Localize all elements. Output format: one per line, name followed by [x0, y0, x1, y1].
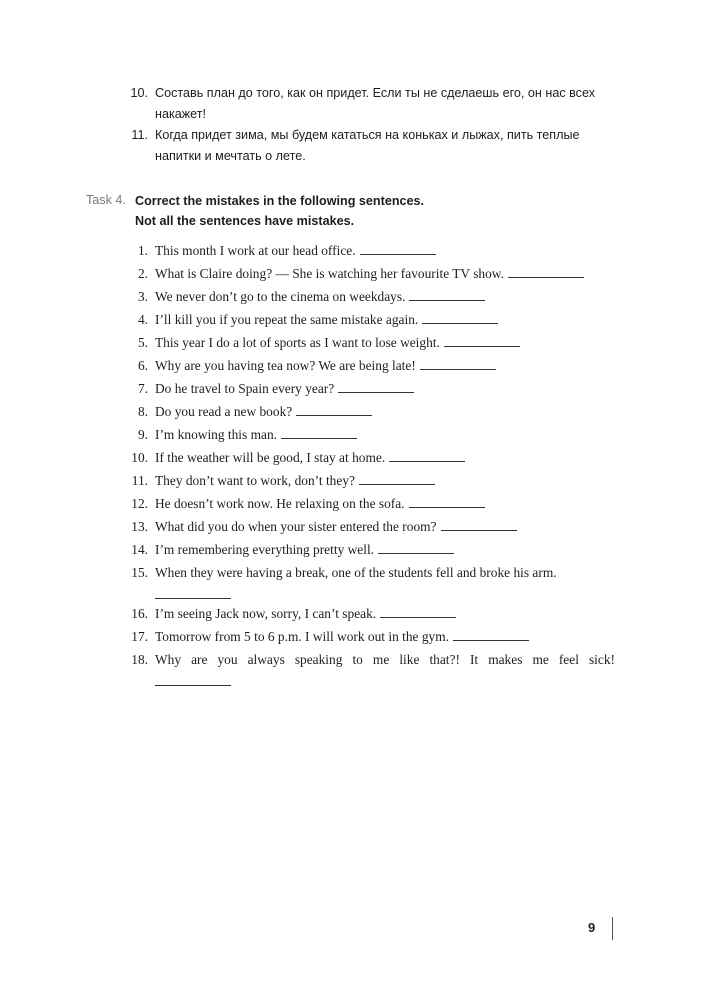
item-number: 11. — [131, 128, 148, 142]
task-title-line: Correct the mistakes in the following sentences. — [135, 194, 425, 208]
sentence-item — [120, 648, 615, 686]
item-text: They don’t want to work, don’t they? — [155, 473, 355, 488]
item-number: 15. — [131, 565, 148, 580]
answer-blank[interactable] — [389, 449, 465, 462]
answer-blank[interactable] — [360, 242, 436, 255]
answer-blank[interactable] — [409, 495, 485, 508]
item-number: 17. — [131, 629, 148, 644]
item-number: 7. — [137, 381, 148, 396]
answer-blank[interactable] — [422, 311, 498, 324]
item-number: 13. — [131, 519, 148, 534]
item-number: 5. — [137, 335, 148, 350]
item-number: 11. — [131, 473, 148, 488]
sentence-item — [120, 308, 615, 331]
sentence-item — [120, 561, 615, 599]
sentence-item — [120, 423, 615, 446]
item-text: We never don’t go to the cinema on weekdays. — [155, 289, 406, 304]
item-number: 14. — [131, 542, 148, 557]
answer-blank[interactable] — [409, 288, 485, 301]
sentence-item — [120, 538, 615, 561]
item-text: Tomorrow from 5 to 6 p.m. I will work out in the gym. — [155, 629, 449, 644]
russian-item — [120, 83, 615, 125]
item-text: What did you do when your sister entered the room? — [155, 519, 437, 534]
item-number: 1. — [137, 243, 148, 258]
item-text: I’m knowing this man. — [155, 427, 277, 442]
item-text: I’m remembering everything pretty well. — [155, 542, 375, 557]
answer-blank[interactable] — [359, 472, 435, 485]
item-number: 9. — [137, 427, 148, 442]
item-number: 10. — [131, 450, 148, 465]
sentence-item — [120, 515, 615, 538]
item-text: This year I do a lot of sports as I want to lose weight. — [155, 335, 440, 350]
answer-blank[interactable] — [380, 605, 456, 618]
item-number: 16. — [131, 606, 148, 621]
item-text: I’ll kill you if you repeat the same mistake again. — [155, 312, 419, 327]
answer-blank[interactable] — [155, 671, 231, 686]
task-title — [135, 191, 424, 231]
item-text: Составь план до того, как он придет. Если ты не сделаешь его, он нас всех накажет! — [155, 86, 595, 121]
answer-blank[interactable] — [453, 628, 529, 641]
item-number: 12. — [131, 496, 148, 511]
item-text: If the weather will be good, I stay at home. — [155, 450, 386, 465]
answer-blank[interactable] — [281, 426, 357, 439]
item-text: Why are you having tea now? We are being late! — [155, 358, 416, 373]
task-label: Task 4. — [86, 193, 126, 207]
item-number: 8. — [137, 404, 148, 419]
sentence-item — [120, 625, 615, 648]
answer-blank[interactable] — [155, 584, 231, 599]
answer-blank[interactable] — [441, 518, 517, 531]
sentence-item — [120, 446, 615, 469]
task-title-line: Not all the sentences have mistakes. — [135, 214, 355, 228]
sentence-item — [120, 285, 615, 308]
item-number: 3. — [137, 289, 148, 304]
sentence-item — [120, 400, 615, 423]
item-number: 6. — [137, 358, 148, 373]
answer-blank[interactable] — [378, 541, 454, 554]
sentence-item — [120, 331, 615, 354]
sentence-item — [120, 239, 615, 262]
sentence-item — [120, 492, 615, 515]
page-number: 9 — [588, 920, 596, 935]
item-text: He doesn’t work now. He relaxing on the sofa. — [155, 496, 405, 511]
sentence-item — [120, 262, 615, 285]
answer-blank[interactable] — [508, 265, 584, 278]
answer-blank[interactable] — [420, 357, 496, 370]
sentence-item — [120, 354, 615, 377]
sentence-item — [120, 469, 615, 492]
item-text: Когда придет зима, мы будем кататься на коньках и лыжах, пить теплые напитки и мечтать о лете. — [155, 128, 580, 163]
sentence-item — [120, 602, 615, 625]
item-text: This month I work at our head office. — [155, 243, 356, 258]
page-number-rule — [612, 917, 613, 940]
item-text: When they were having a break, one of the students fell and broke his arm. — [155, 565, 557, 580]
item-text: Do he travel to Spain every year? — [155, 381, 335, 396]
sentence-item — [120, 377, 615, 400]
item-text: Why are you always speaking to me like that?! It makes me feel sick! — [155, 652, 615, 667]
item-number: 2. — [137, 266, 148, 281]
item-number: 10. — [130, 86, 148, 100]
item-number: 18. — [131, 652, 148, 667]
answer-blank[interactable] — [444, 334, 520, 347]
item-text: What is Claire doing? — She is watching her favourite TV show. — [155, 266, 504, 281]
item-number: 4. — [137, 312, 148, 327]
answer-blank[interactable] — [338, 380, 414, 393]
item-text: I’m seeing Jack now, sorry, I can’t speak. — [155, 606, 377, 621]
answer-blank[interactable] — [296, 403, 372, 416]
russian-item — [120, 125, 615, 167]
item-text: Do you read a new book? — [155, 404, 293, 419]
